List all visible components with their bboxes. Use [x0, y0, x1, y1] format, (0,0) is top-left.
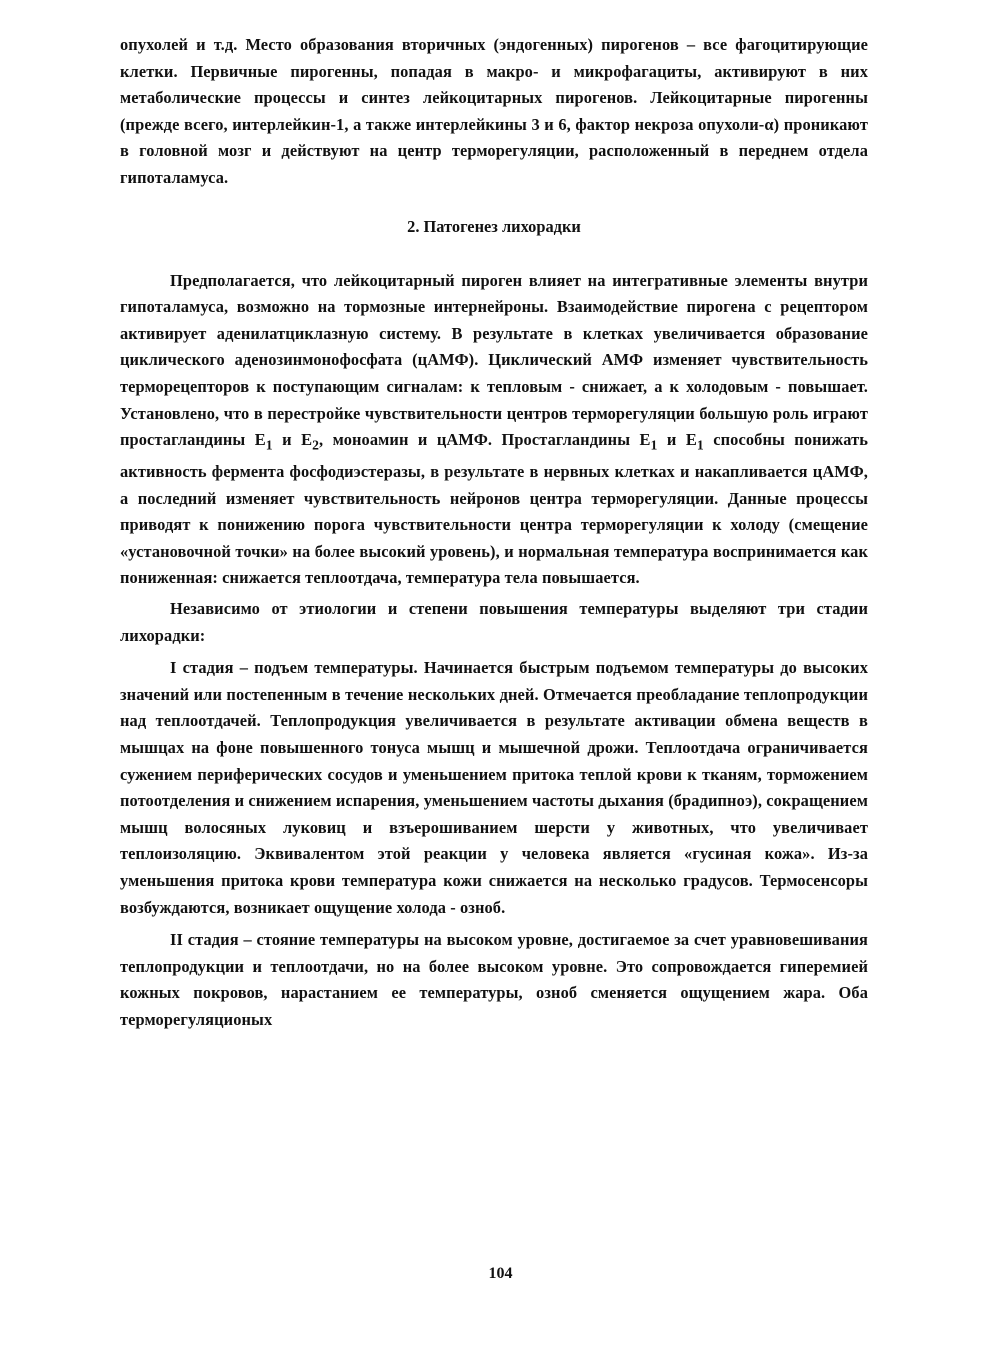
stages-intro-paragraph: Независимо от этиологии и степени повышения температуры выделяют три стадии лихорадки:	[120, 598, 868, 645]
pathogenesis-paragraph	[120, 268, 868, 592]
subscript: 1	[265, 437, 273, 453]
section-heading: 2. Патогенез лихорадки	[407, 216, 581, 236]
stage-one-text: . Начинается быстрым подъемом температуры до высоких значений или постепенным в течение нескольких дней. Отмечается преобладание теплопродукции над теплоотдачей. Теплопродукция увеличивается в результате активации обмена веществ в мышцах на фоне повышенного тонуса мышц и мышечной дрожи. Теплоотдача ограничивается сужением периферических сосудов и уменьшением притока теплой крови к тканям, торможением потоотделения и снижением испарения, уменьшением частоты дыхания (брадипноэ), сокращением мышц волосяных луковиц и взъерошиванием шерсти у животных, что увеличивает теплоизоляцию. Эквивалентом этой реакции у человека является «гусиная кожа». Из-за уменьшения притока крови температура кожи снижается на несколько градусов. Термосенсоры возбуждаются, возникает ощущение холода - озноб.	[120, 658, 868, 917]
subscript: 2	[312, 437, 320, 453]
subscript: 1	[650, 437, 658, 453]
stage-two-lead: II стадия – стояние температуры на высоком уровне	[170, 930, 569, 950]
text-run: способны понижать активность фермента фосфодиэстеразы, в результате в нервных клетках и накапливается цАМФ, а последний изменяет чувствительность нейронов центра терморегуляции. Данные процессы приводят к понижению порога чувствительности центра терморегуляции к холоду (смещение «установочной точки» на более высокий уровень), и нормальная температура воспринимается как пониженная: снижается теплоотдача, температура тела повышается.	[120, 430, 868, 588]
page-body	[120, 32, 868, 1033]
subscript: 1	[696, 437, 704, 453]
intro-paragraph: опухолей и т.д. Место образования вторичных (эндогенных) пирогенов – все фагоцитирующие клетки. Первичные пирогенны, попадая в макро- и микрофагациты, активируют в них метаболические процессы и синтез лейкоцитарных пирогенов. Лейкоцитарные пирогенны (прежде всего, интерлейкин-1, а также интерлейкины 3 и 6, фактор некроза опухоли-α) проникают в головной мозг и действуют на центр терморегуляции, расположенный в переднем отдела гипоталамуса.	[120, 35, 868, 187]
text-run: , моноамин и цАМФ. Простагландины Е	[319, 430, 651, 450]
text-run: и Е	[272, 430, 313, 450]
stage-two-text: , достигаемое за счет уравновешивания теплопродукции и теплоотдачи, но на более высоком уровне. Это сопровождается гиперемией кожных покровов, нарастанием ее температуры, озноб сменяется ощущением жара. Оба терморегуляционых	[120, 930, 869, 1029]
text-run: и Е	[657, 430, 697, 450]
stage-two-paragraph	[120, 927, 868, 1033]
text-run: Предполагается, что лейкоцитарный пироген влияет на интегративные элементы внутри гипоталамуса, возможно на тормозные интернейроны. Взаимодействие пирогена с рецептором активирует аденилатциклазную систему. В результате в клетках увеличивается образование циклического аденозинмонофосфата (цАМФ). Циклический АМФ изменяет чувствительность терморецепторов к поступающим сигналам: к тепловым - снижает, а к холодовым - повышает. Установлено, что в перестройке чувствительности центров терморегуляции большую роль играют простагландины Е	[120, 270, 868, 450]
stage-one-paragraph	[120, 655, 868, 921]
stage-one-lead: I стадия – подъем температуры	[170, 658, 414, 678]
page-number: 104	[488, 1265, 513, 1282]
